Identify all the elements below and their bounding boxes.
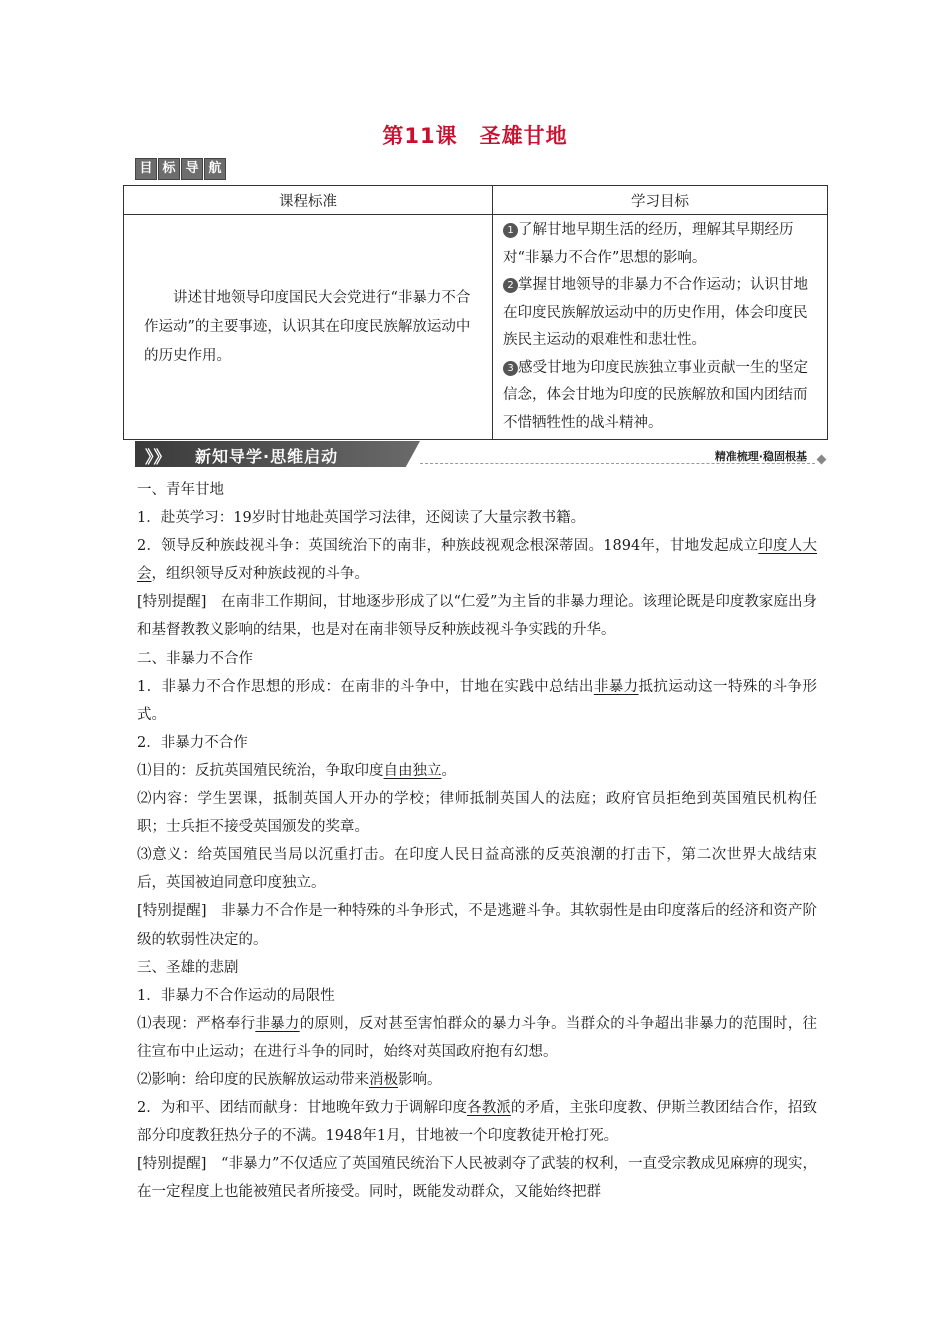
text-run: 1．非暴力不合作思想的形成：在南非的斗争中，甘地在实践中总结出 — [137, 678, 594, 695]
text-run: ，组织领导反对种族歧视的斗争。 — [151, 566, 369, 583]
banner-subtitle: 精准梳理·稳固根基 — [714, 450, 807, 463]
header-goals: 学习目标 — [493, 186, 828, 215]
badge-char: 航 — [204, 158, 226, 180]
diamond-icon — [817, 455, 827, 465]
section-heading: 三、圣雄的悲剧 — [137, 959, 239, 976]
paragraph: 1．赴英学习：19岁时甘地赴英国学习法律，还阅读了大量宗教书籍。 — [137, 510, 586, 527]
lesson-content — [137, 476, 817, 1206]
goal-number-icon: 3 — [503, 361, 518, 376]
paragraph — [137, 1094, 817, 1150]
key-term: 非暴力 — [255, 1015, 300, 1032]
curriculum-table — [123, 185, 828, 440]
badge-char: 目 — [135, 158, 157, 180]
paragraph — [137, 673, 817, 729]
page-title: 第11课 圣雄甘地 — [382, 124, 568, 148]
section-heading: 一、青年甘地 — [137, 482, 224, 498]
paragraph — [137, 532, 817, 588]
text-run: 影响。 — [398, 1071, 442, 1088]
goal-item — [503, 355, 819, 438]
key-term: 非暴力 — [593, 678, 639, 695]
special-note: [特别提醒] 非暴力不合作是一种特殊的斗争形式，不是逃避斗争。其软弱性是由印度落后的经济和资产阶级的软弱性决定的。 — [137, 903, 817, 948]
key-term: 各教派 — [467, 1100, 511, 1117]
text-run: 的矛盾，主张印度教、伊斯兰教团结合作，招致部分印度教狂热分子的不满。1948年1月，甘地被一个印度教徒开枪打死。 — [137, 1100, 817, 1145]
text-run: 的原则，反对甚至害怕群众的暴力斗争。当群众的斗争超出非暴力的范围时，往往宣布中止运动；在进行斗争的同时，始终对英国政府抱有幻想。 — [137, 1015, 818, 1060]
goal-number-icon: 1 — [503, 223, 518, 238]
text-run: ⑴表现：严格奉行 — [137, 1015, 256, 1032]
goal-text: 感受甘地为印度民族独立事业贡献一生的坚定信念，体会甘地为印度的民族解放和国内团结而不惜牺牲性的战斗精神。 — [503, 359, 808, 431]
paragraph: ⑵内容：学生罢课，抵制英国人开办的学校；律师抵制英国人的法庭；政府官员拒绝到英国殖民机构任职；士兵拒不接受英国颁发的奖章。 — [137, 791, 817, 836]
goals-cell — [493, 215, 828, 440]
paragraph: 2．非暴力不合作 — [137, 734, 248, 751]
goal-number-icon: 2 — [503, 278, 518, 293]
paragraph — [137, 757, 817, 785]
text-run: 2．领导反种族歧视斗争：英国统治下的南非，种族歧视观念根深蒂固。1894年，甘地发起成立 — [137, 538, 759, 555]
chevron-right-icon: 》》 — [145, 448, 171, 468]
text-run: 2．为和平、团结而献身：甘地晚年致力于调解印度 — [137, 1100, 468, 1117]
badge-char: 导 — [181, 158, 203, 180]
table-row — [124, 215, 828, 440]
goal-item — [503, 217, 819, 272]
section-banner — [135, 441, 825, 469]
banner-title: 新知导学·思维启动 — [195, 447, 339, 466]
paragraph: ⑶意义：给英国殖民当局以沉重打击。在印度人民日益高涨的反英浪潮的打击下，第二次世界大战结束后，英国被迫同意印度独立。 — [137, 847, 817, 892]
goal-text: 了解甘地早期生活的经历，理解其早期经历对“非暴力不合作”思想的影响。 — [503, 222, 794, 266]
table-header-row — [124, 186, 828, 215]
key-term: 自由独立 — [383, 762, 442, 779]
paragraph — [137, 1066, 817, 1094]
goal-text: 掌握甘地领导的非暴力不合作运动；认识甘地在印度民族解放运动中的历史作用，体会印度民族民主运动的艰难性和悲壮性。 — [503, 277, 808, 348]
paragraph: 1．非暴力不合作运动的局限性 — [137, 987, 335, 1004]
text-run: 。 — [441, 762, 456, 779]
text-run: 抵抗运动这一特殊的斗争形式。 — [137, 678, 817, 723]
badge-char: 标 — [158, 158, 180, 180]
key-term: 印度人大会 — [137, 538, 818, 583]
text-run: ⑴目的：反抗英国殖民统治，争取印度 — [137, 762, 384, 779]
special-note: [特别提醒] “非暴力”不仅适应了英国殖民统治下人民被剥夺了武装的权利，一直受宗教成见麻痹的现实，在一定程度上也能被殖民者所接受。同时，既能发动群众，又能始终把群 — [137, 1156, 817, 1201]
section-badge-goals — [135, 158, 226, 180]
section-heading: 二、非暴力不合作 — [137, 650, 253, 667]
special-note: [特别提醒] 在南非工作期间，甘地逐步形成了以“仁爱”为主旨的非暴力理论。该理论既是印度教家庭出身和基督教教义影响的结果，也是对在南非领导反种族歧视斗争实践的升华。 — [137, 594, 817, 639]
paragraph — [137, 1010, 817, 1066]
header-standard: 课程标准 — [124, 186, 493, 215]
goal-item — [503, 272, 819, 355]
standard-cell: 讲述甘地领导印度国民大会党进行“非暴力不合作运动”的主要事迹，认识其在印度民族解放运动中的历史作用。 — [124, 215, 493, 440]
text-run: ⑵影响：给印度的民族解放运动带来 — [137, 1071, 369, 1088]
key-term: 消极 — [369, 1071, 398, 1088]
